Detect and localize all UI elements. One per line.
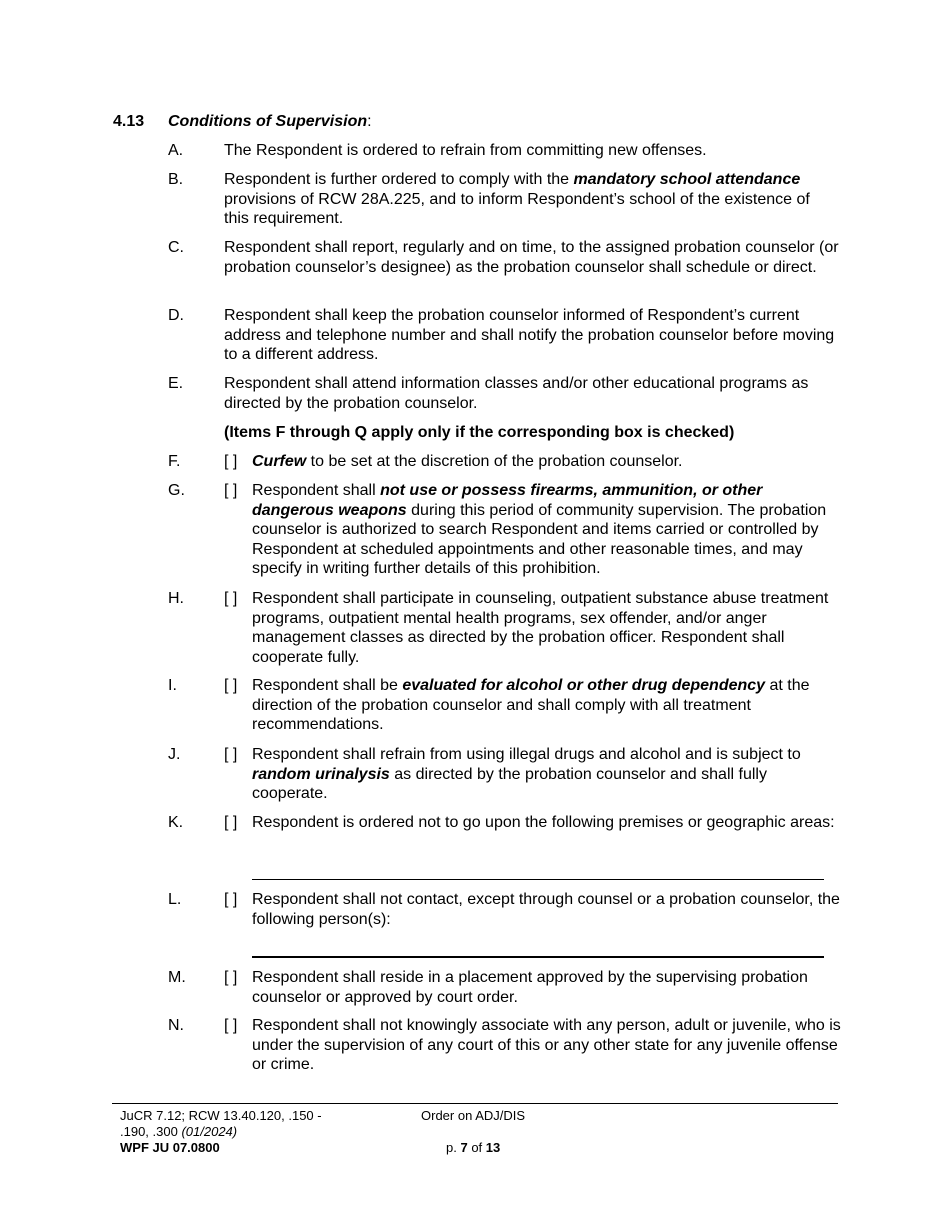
item-text [252,745,842,804]
item-text [252,481,842,579]
optional-items-note: (Items F through Q apply only if the corresponding box is checked) [224,424,735,441]
form-id [120,1140,322,1156]
item-text: Respondent shall not knowingly associate with any person, adult or juvenile, who is under the supervision of any court of this or any other state for any juvenile offense or crime. [252,1017,841,1074]
item-text [252,452,842,472]
item-text: Respondent shall not contact, except through counsel or a probation counselor, the following person(s): [252,891,840,928]
item-letter: D. [168,307,184,324]
item-text-pre: Respondent shall refrain from using illegal drugs and alcohol and is subject to [252,746,801,763]
citation-line-1: JuCR 7.12; RCW 13.40.120, .150 - [120,1108,322,1123]
section-title-text: Conditions of Supervision [168,113,368,130]
item-letter: C. [168,239,184,256]
item-letter: E. [168,375,184,392]
item-letter: B. [168,171,184,188]
item-text [224,170,839,229]
item-text: The Respondent is ordered to refrain from committing new offenses. [224,142,707,159]
page-of: of [467,1140,486,1155]
item-letter: M. [168,969,186,986]
item-letter: L. [168,891,182,908]
footer-citation [120,1108,322,1156]
item-text: Respondent shall reside in a placement approved by the supervising probation counselor or approved by court order. [252,969,808,1006]
item-text-post: during this period of community supervision. The probation counselor is authorized to search Respondent and items carried or controlled by Respondent at scheduled appointments and other reasonable times, and may specify in writing further details of this prohibition. [252,501,827,578]
item-text-post: to be set at the discretion of the probation counselor. [306,453,683,470]
citation-line-2 [120,1124,322,1140]
item-letter: G. [168,482,185,499]
condition-i-checkbox[interactable]: [ ] [224,677,238,694]
item-text: Respondent shall report, regularly and on time, to the assigned probation counselor (or probation counselor’s designee) as the probation counselor shall schedule or direct. [224,239,839,276]
item-text-post: at the direction of the probation counselor and shall comply with all treatment recommendations. [252,677,810,734]
condition-n-checkbox[interactable]: [ ] [224,1017,238,1034]
premises-blank-line[interactable] [252,879,824,880]
page-total: 13 [485,1140,501,1155]
revision-date: (01/2024) [181,1124,238,1139]
item-text [252,676,842,735]
footer-doc-title: Order on ADJ/DIS [421,1108,526,1123]
condition-h-checkbox[interactable]: [ ] [224,590,238,607]
page-current: 7 [460,1140,468,1155]
item-emphasis: not use or possess firearms, ammunition, or other dangerous weapons [252,482,763,519]
section-title-colon: : [367,113,372,130]
section-title [168,112,372,132]
item-text-pre: Respondent is further ordered to comply with the [224,171,574,188]
item-text-post: provisions of RCW 28A.225, and to inform Respondent’s school of the existence of this requirement. [224,190,810,228]
item-emphasis: evaluated for alcohol or other drug dependency [402,677,766,694]
item-letter: N. [168,1017,184,1034]
citation-line-2-text: .190, .300 [120,1124,182,1139]
section-number: 4.13 [113,113,145,130]
persons-blank-line[interactable] [252,956,824,958]
item-letter: J. [168,746,181,763]
item-emphasis: Curfew [252,453,307,470]
item-letter: K. [168,814,184,831]
form-id-text: WPF JU 07.0800 [120,1140,220,1155]
condition-j-checkbox[interactable]: [ ] [224,746,238,763]
item-text: Respondent shall participate in counseling, outpatient substance abuse treatment programs, outpatient mental health programs, sex offender, and/or anger management classes as directed by the probation officer. Respondent shall cooperate fully. [252,590,829,666]
condition-m-checkbox[interactable]: [ ] [224,969,238,986]
condition-l-checkbox[interactable]: [ ] [224,891,238,908]
item-text: Respondent shall attend information classes and/or other educational programs as directed by the probation counselor. [224,375,809,412]
item-letter: I. [168,677,177,694]
item-emphasis: mandatory school attendance [573,171,801,188]
item-emphasis: random urinalysis [252,765,390,783]
item-letter: H. [168,590,184,607]
item-letter: A. [168,142,184,159]
item-text: Respondent shall keep the probation counselor informed of Respondent’s current address and telephone number and shall notify the probation counselor before moving to a different address. [224,307,835,364]
page-number [446,1140,500,1156]
condition-g-checkbox[interactable]: [ ] [224,482,238,499]
item-text-pre: Respondent shall be [252,677,403,694]
item-text-pre: Respondent shall [252,482,381,499]
item-text-post: as directed by the probation counselor and shall fully cooperate. [252,765,767,803]
item-text: Respondent is ordered not to go upon the following premises or geographic areas: [252,814,835,831]
item-letter: F. [168,453,181,470]
condition-f-checkbox[interactable]: [ ] [224,453,238,470]
footer-divider [112,1103,838,1104]
condition-k-checkbox[interactable]: [ ] [224,814,238,831]
page-prefix: p. [446,1140,461,1155]
